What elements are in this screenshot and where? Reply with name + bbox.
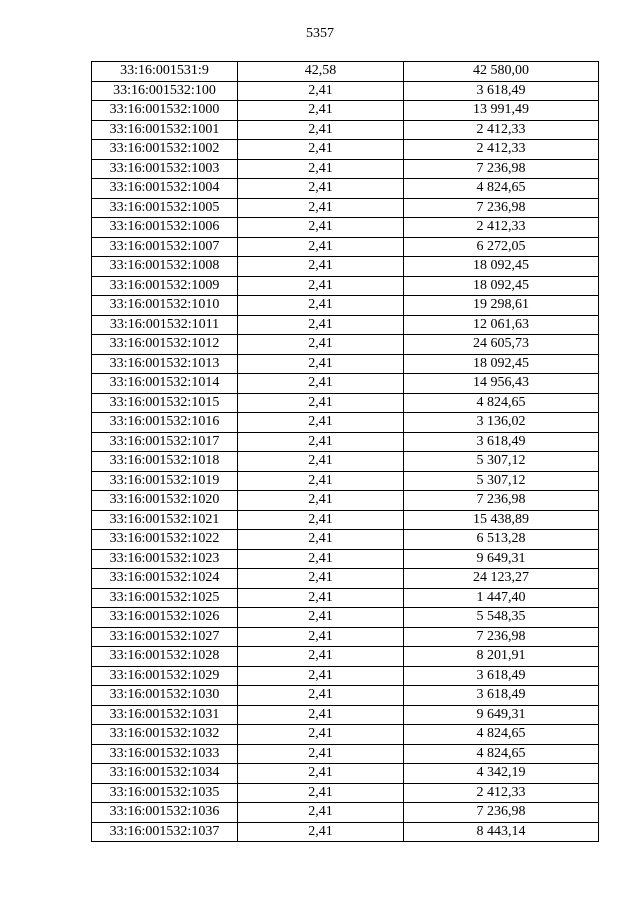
table-row: [92, 471, 599, 491]
cadastral-number-cell: 33:16:001532:1034: [92, 764, 238, 784]
area-cell: 2,41: [238, 179, 404, 199]
cadastral-number-cell: 33:16:001532:1002: [92, 140, 238, 160]
value-cell: 5 307,12: [404, 471, 599, 491]
cadastral-number-cell: 33:16:001532:1035: [92, 783, 238, 803]
cadastral-number-cell: 33:16:001532:1003: [92, 159, 238, 179]
cadastral-number-cell: 33:16:001532:1015: [92, 393, 238, 413]
table-row: [92, 62, 599, 82]
cadastral-number-cell: 33:16:001532:1008: [92, 257, 238, 277]
cadastral-number-cell: 33:16:001532:1017: [92, 432, 238, 452]
area-cell: 2,41: [238, 744, 404, 764]
value-cell: 2 412,33: [404, 140, 599, 160]
area-cell: 2,41: [238, 218, 404, 238]
value-cell: 3 136,02: [404, 413, 599, 433]
cadastral-number-cell: 33:16:001532:1010: [92, 296, 238, 316]
value-cell: 4 824,65: [404, 179, 599, 199]
cadastral-number-cell: 33:16:001532:1004: [92, 179, 238, 199]
table-row: [92, 413, 599, 433]
table-row: [92, 666, 599, 686]
cadastral-number-cell: 33:16:001532:1022: [92, 530, 238, 550]
table-row: [92, 276, 599, 296]
table-row: [92, 237, 599, 257]
area-cell: 2,41: [238, 257, 404, 277]
table-row: [92, 179, 599, 199]
area-cell: 2,41: [238, 354, 404, 374]
table-row: [92, 452, 599, 472]
cadastral-number-cell: 33:16:001532:1012: [92, 335, 238, 355]
area-cell: 2,41: [238, 510, 404, 530]
cadastral-number-cell: 33:16:001532:1016: [92, 413, 238, 433]
cadastral-number-cell: 33:16:001532:1032: [92, 725, 238, 745]
table-row: [92, 627, 599, 647]
value-cell: 4 342,19: [404, 764, 599, 784]
area-cell: 2,41: [238, 686, 404, 706]
value-cell: 4 824,65: [404, 725, 599, 745]
table-row: [92, 588, 599, 608]
value-cell: 6 513,28: [404, 530, 599, 550]
value-cell: 19 298,61: [404, 296, 599, 316]
value-cell: 18 092,45: [404, 276, 599, 296]
area-cell: 2,41: [238, 783, 404, 803]
area-cell: 2,41: [238, 627, 404, 647]
value-cell: 5 307,12: [404, 452, 599, 472]
value-cell: 2 412,33: [404, 120, 599, 140]
value-cell: 24 123,27: [404, 569, 599, 589]
area-cell: 2,41: [238, 198, 404, 218]
area-cell: 2,41: [238, 705, 404, 725]
cadastral-number-cell: 33:16:001532:1026: [92, 608, 238, 628]
cadastral-number-cell: 33:16:001532:1001: [92, 120, 238, 140]
cadastral-number-cell: 33:16:001532:1033: [92, 744, 238, 764]
area-cell: 2,41: [238, 569, 404, 589]
page-number: 5357: [306, 26, 334, 41]
area-cell: 2,41: [238, 491, 404, 511]
table-row: [92, 569, 599, 589]
value-cell: 7 236,98: [404, 803, 599, 823]
area-cell: 2,41: [238, 432, 404, 452]
value-cell: 7 236,98: [404, 491, 599, 511]
table-row: [92, 491, 599, 511]
table-row: [92, 140, 599, 160]
table-row: [92, 120, 599, 140]
area-cell: 2,41: [238, 276, 404, 296]
area-cell: 2,41: [238, 315, 404, 335]
value-cell: 1 447,40: [404, 588, 599, 608]
area-cell: 2,41: [238, 81, 404, 101]
cadastral-number-cell: 33:16:001532:1007: [92, 237, 238, 257]
cadastral-number-cell: 33:16:001532:1024: [92, 569, 238, 589]
value-cell: 6 272,05: [404, 237, 599, 257]
cadastral-number-cell: 33:16:001532:1027: [92, 627, 238, 647]
value-cell: 7 236,98: [404, 198, 599, 218]
area-cell: 2,41: [238, 393, 404, 413]
cadastral-number-cell: 33:16:001532:1005: [92, 198, 238, 218]
cadastral-number-cell: 33:16:001532:1009: [92, 276, 238, 296]
area-cell: 2,41: [238, 159, 404, 179]
cadastral-number-cell: 33:16:001531:9: [92, 62, 238, 82]
cadastral-number-cell: 33:16:001532:1028: [92, 647, 238, 667]
table-row: [92, 374, 599, 394]
table-row: [92, 803, 599, 823]
area-cell: 2,41: [238, 452, 404, 472]
cadastral-table: [91, 61, 599, 842]
cadastral-number-cell: 33:16:001532:1025: [92, 588, 238, 608]
table-row: [92, 296, 599, 316]
table-row: [92, 530, 599, 550]
value-cell: 2 412,33: [404, 218, 599, 238]
value-cell: 7 236,98: [404, 627, 599, 647]
area-cell: 2,41: [238, 120, 404, 140]
value-cell: 5 548,35: [404, 608, 599, 628]
area-cell: 2,41: [238, 335, 404, 355]
cadastral-number-cell: 33:16:001532:1031: [92, 705, 238, 725]
table-row: [92, 218, 599, 238]
table-row: [92, 744, 599, 764]
area-cell: 2,41: [238, 725, 404, 745]
cadastral-number-cell: 33:16:001532:1037: [92, 822, 238, 842]
area-cell: 2,41: [238, 764, 404, 784]
area-cell: 2,41: [238, 101, 404, 121]
value-cell: 4 824,65: [404, 744, 599, 764]
area-cell: 2,41: [238, 237, 404, 257]
area-cell: 2,41: [238, 822, 404, 842]
cadastral-number-cell: 33:16:001532:1023: [92, 549, 238, 569]
value-cell: 8 201,91: [404, 647, 599, 667]
cadastral-number-cell: 33:16:001532:1029: [92, 666, 238, 686]
table-body: [92, 62, 599, 842]
area-cell: 2,41: [238, 803, 404, 823]
area-cell: 42,58: [238, 62, 404, 82]
area-cell: 2,41: [238, 413, 404, 433]
cadastral-number-cell: 33:16:001532:1006: [92, 218, 238, 238]
area-cell: 2,41: [238, 608, 404, 628]
table-row: [92, 335, 599, 355]
area-cell: 2,41: [238, 530, 404, 550]
cadastral-number-cell: 33:16:001532:1000: [92, 101, 238, 121]
value-cell: 9 649,31: [404, 549, 599, 569]
value-cell: 14 956,43: [404, 374, 599, 394]
value-cell: 24 605,73: [404, 335, 599, 355]
value-cell: 42 580,00: [404, 62, 599, 82]
value-cell: 13 991,49: [404, 101, 599, 121]
cadastral-number-cell: 33:16:001532:1036: [92, 803, 238, 823]
value-cell: 9 649,31: [404, 705, 599, 725]
cadastral-number-cell: 33:16:001532:1019: [92, 471, 238, 491]
table-row: [92, 81, 599, 101]
table-row: [92, 725, 599, 745]
area-cell: 2,41: [238, 666, 404, 686]
table-row: [92, 549, 599, 569]
value-cell: 7 236,98: [404, 159, 599, 179]
table-row: [92, 822, 599, 842]
area-cell: 2,41: [238, 374, 404, 394]
table-row: [92, 686, 599, 706]
table-row: [92, 198, 599, 218]
cadastral-number-cell: 33:16:001532:1018: [92, 452, 238, 472]
table-row: [92, 159, 599, 179]
table-row: [92, 608, 599, 628]
table-row: [92, 354, 599, 374]
value-cell: 3 618,49: [404, 686, 599, 706]
value-cell: 2 412,33: [404, 783, 599, 803]
value-cell: 15 438,89: [404, 510, 599, 530]
cadastral-number-cell: 33:16:001532:100: [92, 81, 238, 101]
table-row: [92, 315, 599, 335]
cadastral-number-cell: 33:16:001532:1011: [92, 315, 238, 335]
cadastral-number-cell: 33:16:001532:1030: [92, 686, 238, 706]
value-cell: 3 618,49: [404, 666, 599, 686]
table-row: [92, 783, 599, 803]
area-cell: 2,41: [238, 549, 404, 569]
table-row: [92, 647, 599, 667]
value-cell: 3 618,49: [404, 81, 599, 101]
area-cell: 2,41: [238, 296, 404, 316]
table-row: [92, 510, 599, 530]
cadastral-number-cell: 33:16:001532:1013: [92, 354, 238, 374]
cadastral-number-cell: 33:16:001532:1014: [92, 374, 238, 394]
value-cell: 4 824,65: [404, 393, 599, 413]
value-cell: 18 092,45: [404, 257, 599, 277]
value-cell: 8 443,14: [404, 822, 599, 842]
area-cell: 2,41: [238, 588, 404, 608]
table-row: [92, 101, 599, 121]
cadastral-number-cell: 33:16:001532:1020: [92, 491, 238, 511]
table-row: [92, 393, 599, 413]
table-row: [92, 764, 599, 784]
area-cell: 2,41: [238, 471, 404, 491]
value-cell: 12 061,63: [404, 315, 599, 335]
value-cell: 3 618,49: [404, 432, 599, 452]
value-cell: 18 092,45: [404, 354, 599, 374]
table-row: [92, 257, 599, 277]
table-row: [92, 705, 599, 725]
table-row: [92, 432, 599, 452]
cadastral-number-cell: 33:16:001532:1021: [92, 510, 238, 530]
area-cell: 2,41: [238, 647, 404, 667]
area-cell: 2,41: [238, 140, 404, 160]
